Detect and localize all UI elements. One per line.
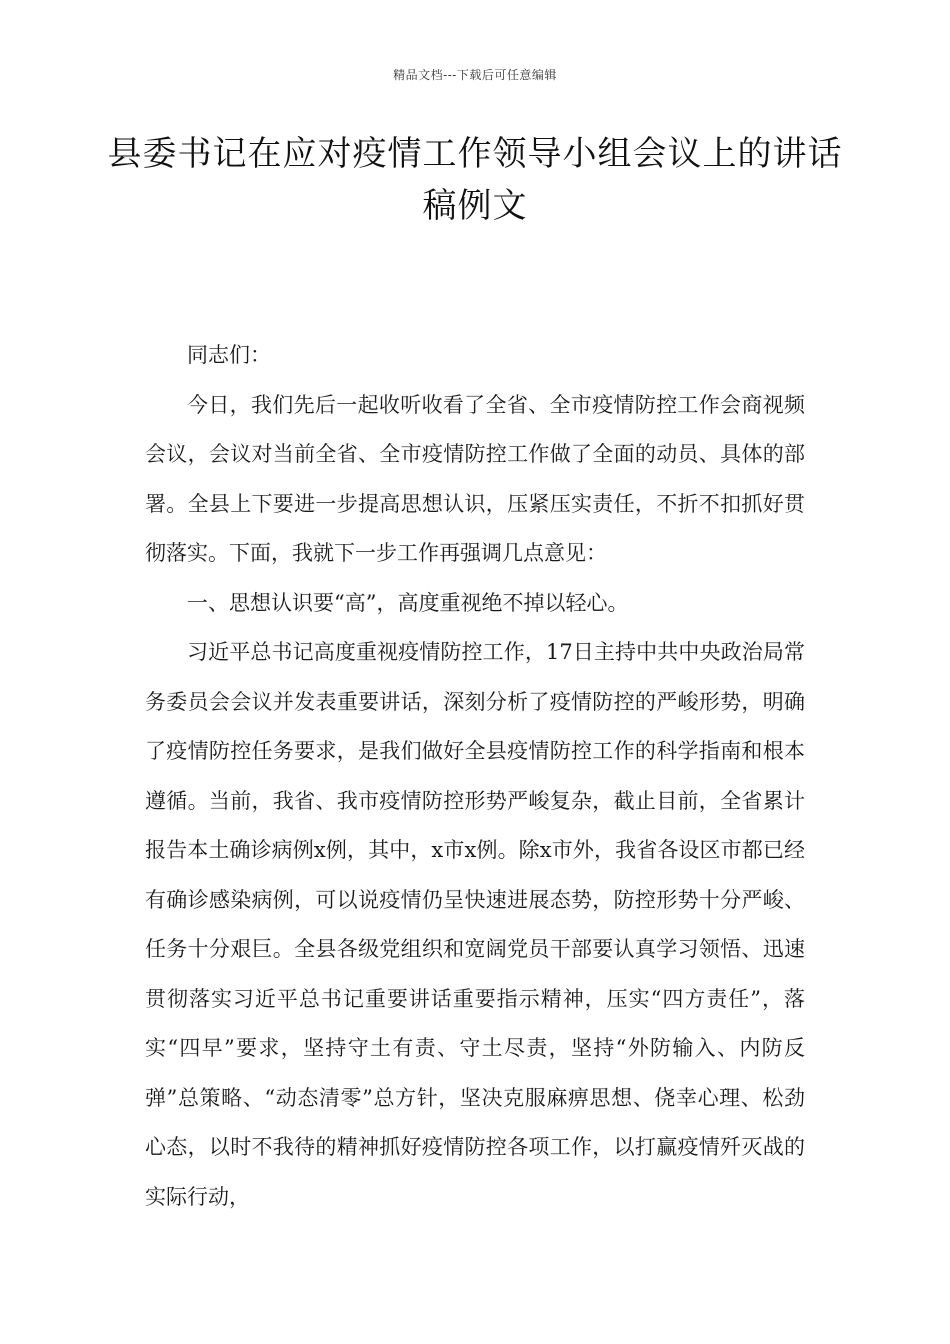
document-body xyxy=(145,331,805,1222)
salutation-paragraph: 同志们： xyxy=(187,343,271,367)
document-title: 县委书记在应对疫情工作领导小组会议上的讲话稿例文 xyxy=(107,134,843,226)
body-paragraph: 习近平总书记高度重视疫情防控工作，17日主持中共中央政治局常务委员会会议并发表重要讲话，深刻分析了疫情防控的严峻形势，明确了疫情防控任务要求，是我们做好全县疫情防控工作的科学指南和根本遵循。当前，我省、我市疫情防控形势严峻复杂，截止目前，全省累计报告本土确诊病例x例，其中，x市x例。除x市外，我省各设区市都已经有确诊感染病例，可以说疫情仍呈快速进展态势，防控形势十分严峻、任务十分艰巨。全县各级党组织和宽阔党员干部要认真学习领悟、迅速贯彻落实习近平总书记重要讲话重要指示精神，压实“四方责任”，落实“四早”要求，坚持守土有责、守土尽责，坚持“外防输入、内防反弹”总策略、“动态清零”总方针，坚决克服麻痹思想、侥幸心理、松劲心态，以时不我待的精神抓好疫情防控各项工作，以打赢疫情歼灭战的实际行动， xyxy=(145,640,805,1209)
header-note: 精品文档---下载后可任意编辑 xyxy=(393,68,557,82)
section-heading-paragraph: 一、思想认识要“高”，高度重视绝不掉以轻心。 xyxy=(187,590,629,615)
body-paragraph: 今日，我们先后一起收听收看了全省、全市疫情防控工作会商视频会议，会议对当前全省、全市疫情防控工作做了全面的动员、具体的部署。全县上下要进一步提高思想认识，压紧压实责任，不折不扣抓好贯彻落实。下面，我就下一步工作再强调几点意见： xyxy=(145,392,805,565)
